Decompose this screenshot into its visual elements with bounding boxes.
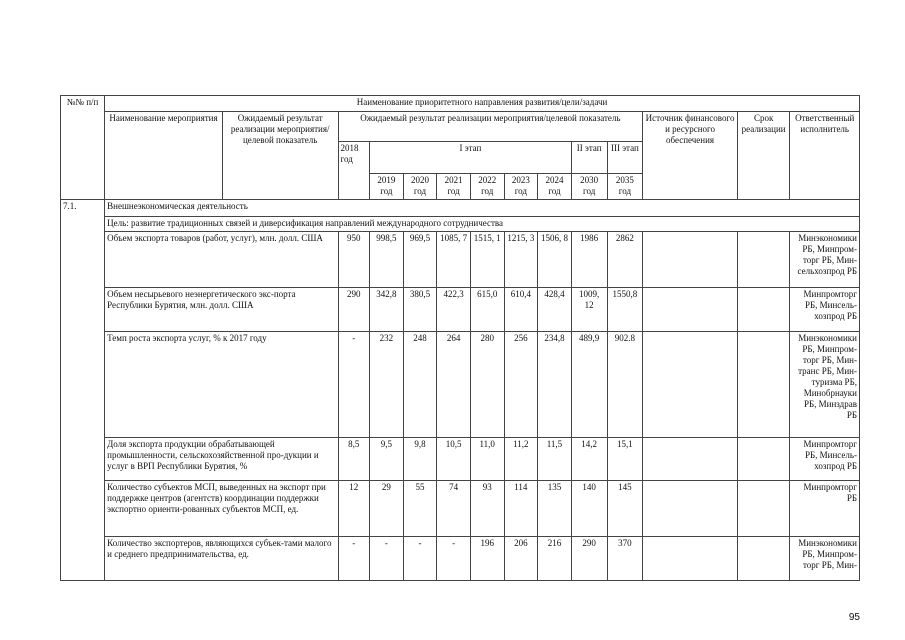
cell-2022: 280 bbox=[470, 332, 504, 438]
cell-2030: 1009, 12 bbox=[571, 288, 607, 332]
cell-2018: - bbox=[338, 332, 370, 438]
cell-2020: 248 bbox=[403, 332, 437, 438]
header-priority-title: Наименование приоритетного направления развития/цели/задачи bbox=[105, 96, 860, 112]
cell-2018: 12 bbox=[338, 481, 370, 537]
cell-2030: 290 bbox=[571, 537, 607, 581]
cell-2022: 615,0 bbox=[470, 288, 504, 332]
cell-2023: 256 bbox=[504, 332, 538, 438]
header-y2024: 2024 год bbox=[538, 174, 572, 200]
header-expected-result: Ожидаемый результат реализации мероприятия/целевой показатель bbox=[222, 112, 338, 200]
cell-2023: 11,2 bbox=[504, 438, 538, 481]
cell-2024: 428,4 bbox=[538, 288, 572, 332]
page-number: 95 bbox=[848, 612, 860, 623]
cell-responsible: Минэкономики РБ, Минпром-торг РБ, Мин-транс РБ, Мин-туризма РБ, Минобрнауки РБ, Минздрав РБ bbox=[790, 332, 860, 438]
cell-2018: 290 bbox=[338, 288, 370, 332]
cell-2021: 74 bbox=[437, 481, 471, 537]
cell-2030: 1986 bbox=[571, 232, 607, 288]
header-deadline: Срок реализации bbox=[737, 112, 790, 200]
header-y2021: 2021 год bbox=[437, 174, 471, 200]
cell-2020: 55 bbox=[403, 481, 437, 537]
section-goal: Цель: развитие традиционных связей и диверсификация направлений международного сотрудничества bbox=[105, 217, 860, 232]
cell-2023: 1215, 3 bbox=[504, 232, 538, 288]
table-row bbox=[61, 438, 860, 481]
cell-deadline bbox=[737, 481, 790, 537]
cell-deadline bbox=[737, 438, 790, 481]
row-name: Количество экспортеров, являющихся субъек-тами малого и среднего предпринимательства, ед. bbox=[105, 537, 338, 581]
cell-2018: - bbox=[338, 537, 370, 581]
table-row bbox=[61, 232, 860, 288]
header-event-name: Наименование мероприятия bbox=[105, 112, 223, 200]
cell-2021: 1085, 7 bbox=[437, 232, 471, 288]
row-name: Темп роста экспорта услуг, % к 2017 году bbox=[105, 332, 338, 438]
table-row bbox=[61, 537, 860, 581]
cell-2024: 1506, 8 bbox=[538, 232, 572, 288]
cell-2024: 216 bbox=[538, 537, 572, 581]
cell-2022: 11,0 bbox=[470, 438, 504, 481]
cell-deadline bbox=[737, 332, 790, 438]
section-title: Внешнеэкономическая деятельность bbox=[105, 200, 860, 217]
cell-2035: 1550,8 bbox=[607, 288, 643, 332]
cell-responsible: Минэкономики РБ, Минпром-торг РБ, Мин-сельхозпрод РБ bbox=[790, 232, 860, 288]
header-stage-3: III этап bbox=[607, 142, 643, 174]
header-stage-2: II этап bbox=[571, 142, 607, 174]
cell-2019: 232 bbox=[370, 332, 404, 438]
cell-2030: 14,2 bbox=[571, 438, 607, 481]
cell-funding bbox=[643, 288, 738, 332]
cell-2035: 15,1 bbox=[607, 438, 643, 481]
cell-2019: 998,5 bbox=[370, 232, 404, 288]
cell-2021: 10,5 bbox=[437, 438, 471, 481]
cell-funding bbox=[643, 481, 738, 537]
table-row bbox=[61, 481, 860, 537]
cell-2022: 1515, 1 bbox=[470, 232, 504, 288]
row-name: Доля экспорта продукции обрабатывающей промышленности, сельскохозяйственной про-дукции и услуг в ВРП Республики Бурятия, % bbox=[105, 438, 338, 481]
header-y2020: 2020 год bbox=[403, 174, 437, 200]
row-name: Количество субъектов МСП, выведенных на экспорт при поддержке центров (агентств) координации поддержки экспортно ориенти-рованных субъектов МСП, ед. bbox=[105, 481, 338, 537]
cell-2023: 610,4 bbox=[504, 288, 538, 332]
cell-deadline bbox=[737, 288, 790, 332]
header-y2030: 2030 год bbox=[571, 174, 607, 200]
cell-2030: 489,9 bbox=[571, 332, 607, 438]
cell-2035: 370 bbox=[607, 537, 643, 581]
cell-2023: 114 bbox=[504, 481, 538, 537]
header-stage-1: I этап bbox=[370, 142, 572, 174]
cell-2020: 380,5 bbox=[403, 288, 437, 332]
cell-2022: 93 bbox=[470, 481, 504, 537]
header-y2023: 2023 год bbox=[504, 174, 538, 200]
cell-2019: 29 bbox=[370, 481, 404, 537]
cell-2018: 8,5 bbox=[338, 438, 370, 481]
cell-responsible: Минпромторг РБ, Минсель-хозпрод РБ bbox=[790, 438, 860, 481]
cell-2030: 140 bbox=[571, 481, 607, 537]
cell-2023: 206 bbox=[504, 537, 538, 581]
cell-2021: 422,3 bbox=[437, 288, 471, 332]
cell-2018: 950 bbox=[338, 232, 370, 288]
header-y2019: 2019 год bbox=[370, 174, 404, 200]
cell-2019: 9,5 bbox=[370, 438, 404, 481]
header-y2022: 2022 год bbox=[470, 174, 504, 200]
cell-2020: 969,5 bbox=[403, 232, 437, 288]
header-funding-source: Источник финансового и ресурсного обеспечения bbox=[643, 112, 738, 200]
cell-2024: 11,5 bbox=[538, 438, 572, 481]
cell-2021: - bbox=[437, 537, 471, 581]
cell-responsible: Минпромторг РБ bbox=[790, 481, 860, 537]
cell-responsible: Минпромторг РБ, Минсель-хозпрод РБ bbox=[790, 288, 860, 332]
cell-deadline bbox=[737, 232, 790, 288]
cell-responsible: Минэкономики РБ, Минпром-торг РБ, Мин- bbox=[790, 537, 860, 581]
cell-2035: 2862 bbox=[607, 232, 643, 288]
cell-2019: - bbox=[370, 537, 404, 581]
cell-2021: 264 bbox=[437, 332, 471, 438]
cell-2035: 902.8 bbox=[607, 332, 643, 438]
cell-funding bbox=[643, 537, 738, 581]
row-name: Объем экспорта товаров (работ, услуг), млн. долл. США bbox=[105, 232, 338, 288]
cell-2024: 135 bbox=[538, 481, 572, 537]
header-year-2018: 2018 год bbox=[338, 142, 370, 200]
cell-2035: 145 bbox=[607, 481, 643, 537]
cell-2022: 196 bbox=[470, 537, 504, 581]
table-row bbox=[61, 288, 860, 332]
cell-deadline bbox=[737, 537, 790, 581]
cell-funding bbox=[643, 232, 738, 288]
table-row bbox=[61, 332, 860, 438]
header-responsible: Ответственный исполнитель bbox=[790, 112, 860, 200]
cell-2019: 342,8 bbox=[370, 288, 404, 332]
header-num: №№ п/п bbox=[61, 96, 105, 200]
cell-2020: 9,8 bbox=[403, 438, 437, 481]
cell-funding bbox=[643, 332, 738, 438]
row-name: Объем несырьевого неэнергетического экс-порта Республики Бурятия, млн. долл. США bbox=[105, 288, 338, 332]
section-number: 7.1. bbox=[61, 200, 105, 581]
header-y2035: 2035 год bbox=[607, 174, 643, 200]
cell-2024: 234,8 bbox=[538, 332, 572, 438]
header-expected-result-group: Ожидаемый результат реализации мероприятия/целевой показатель bbox=[338, 112, 643, 142]
cell-funding bbox=[643, 438, 738, 481]
cell-2020: - bbox=[403, 537, 437, 581]
strategy-table bbox=[60, 95, 860, 581]
